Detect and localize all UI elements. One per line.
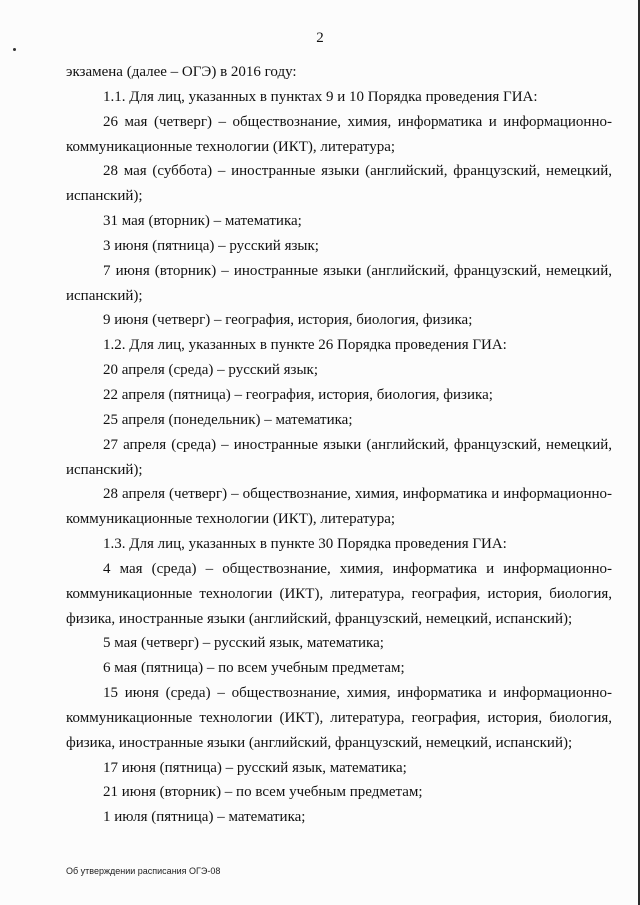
text-line: испанский);: [66, 461, 143, 478]
text-line: коммуникационные технологии (ИКТ), литература, география, история, биология,: [66, 709, 612, 726]
text-line: коммуникационные технологии (ИКТ), литература;: [66, 138, 396, 155]
text-line: физика, иностранные языки (английский, французский, немецкий, испанский);: [66, 734, 573, 751]
text-line: 1 июля (пятница) – математика;: [103, 809, 306, 826]
document-body: [66, 60, 612, 830]
text-line: 22 апреля (пятница) – география, история, биология, физика;: [103, 386, 493, 403]
text-line: 9 июня (четверг) – география, история, биология, физика;: [103, 312, 473, 329]
text-line: 25 апреля (понедельник) – математика;: [103, 411, 353, 428]
text-line: 21 июня (вторник) – по всем учебным предметам;: [103, 784, 423, 801]
scan-speck: [13, 48, 16, 51]
text-line: 15 июня (среда) – обществознание, химия, информатика и информационно-: [103, 685, 612, 702]
text-line: 4 мая (среда) – обществознание, химия, информатика и информационно-: [103, 560, 612, 577]
text-line: 5 мая (четверг) – русский язык, математика;: [103, 635, 384, 652]
text-line: 3 июня (пятница) – русский язык;: [103, 237, 319, 254]
text-line: экзамена (далее – ОГЭ) в 2016 году:: [66, 64, 297, 80]
text-line: коммуникационные технологии (ИКТ), литература, география, история, биология,: [66, 585, 612, 602]
section-heading: 1.1. Для лиц, указанных в пунктах 9 и 10 Порядка проведения ГИА:: [103, 88, 538, 105]
section-heading: 1.3. Для лиц, указанных в пункте 30 Порядка проведения ГИА:: [103, 536, 507, 553]
section-heading: 1.2. Для лиц, указанных в пункте 26 Порядка проведения ГИА:: [103, 337, 507, 354]
text-line: 26 мая (четверг) – обществознание, химия, информатика и информационно-: [103, 113, 612, 130]
text-line: 28 апреля (четверг) – обществознание, химия, информатика и информационно-: [103, 486, 612, 503]
text-line: 6 мая (пятница) – по всем учебным предметам;: [103, 660, 405, 677]
text-line: 31 мая (вторник) – математика;: [103, 213, 302, 230]
text-line: 20 апреля (среда) – русский язык;: [103, 362, 318, 379]
text-line: коммуникационные технологии (ИКТ), литература;: [66, 511, 396, 528]
text-line: 28 мая (суббота) – иностранные языки (английский, французский, немецкий,: [103, 163, 612, 180]
text-line: 27 апреля (среда) – иностранные языки (английский, французский, немецкий,: [103, 436, 612, 453]
text-line: испанский);: [66, 287, 143, 304]
text-line: испанский);: [66, 188, 143, 205]
page-number: 2: [316, 30, 324, 46]
text-line: 7 июня (вторник) – иностранные языки (английский, французский, немецкий,: [103, 262, 612, 279]
page-footer: Об утверждении расписания ОГЭ-08: [66, 866, 221, 876]
text-line: 17 июня (пятница) – русский язык, математика;: [103, 759, 407, 776]
text-line: физика, иностранные языки (английский, французский, немецкий, испанский);: [66, 610, 573, 627]
